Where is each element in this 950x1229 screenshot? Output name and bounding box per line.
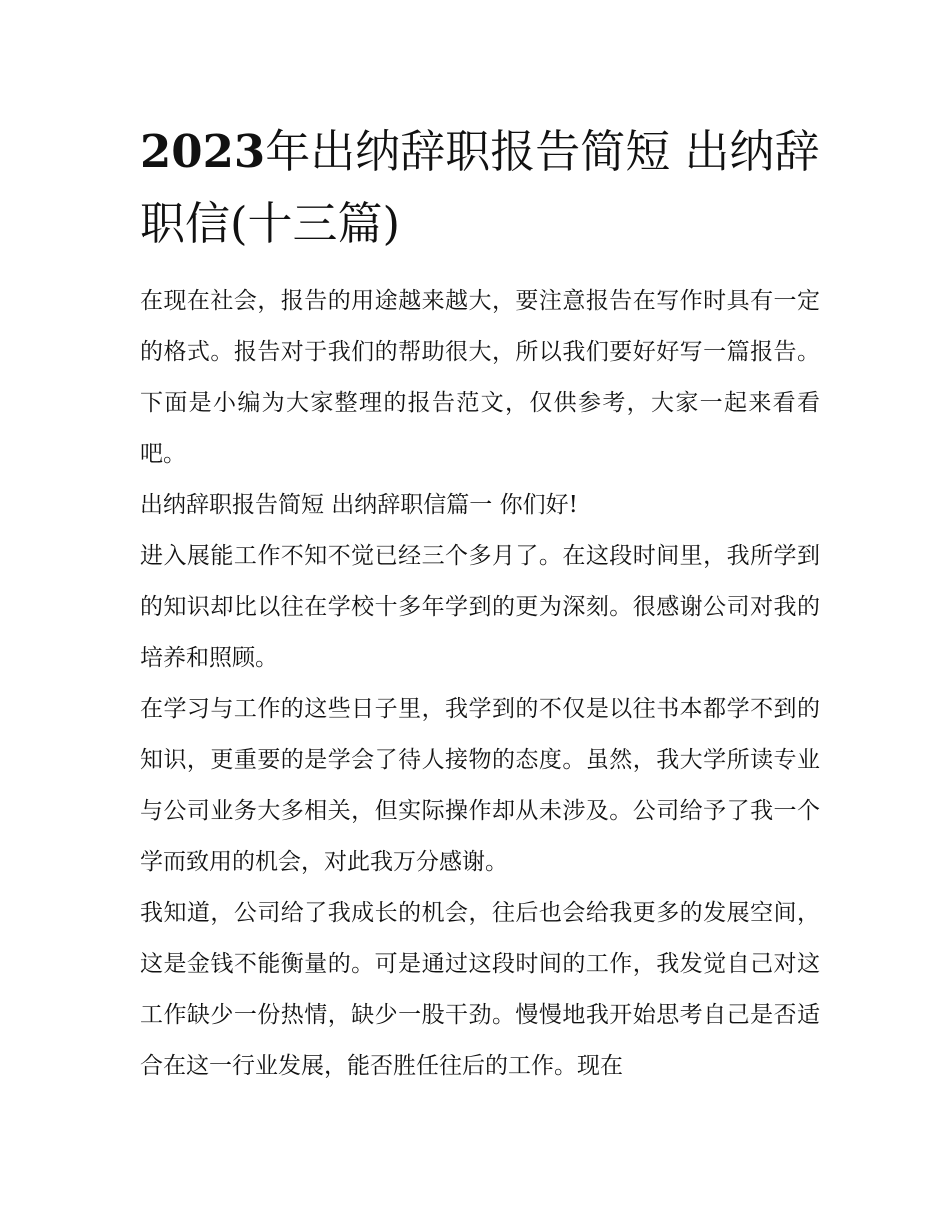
body-paragraph: 进入展能工作不知不觉已经三个多月了。在这段时间里，我所学到的知识却比以往在学校十多年学到的更为深刻。很感谢公司对我的培养和照顾。 bbox=[140, 543, 820, 671]
section-heading: 出纳辞职报告简短 出纳辞职信篇一 你们好! bbox=[140, 492, 578, 518]
title-year: 2023 bbox=[140, 125, 266, 178]
intro-paragraph: 在现在社会，报告的用途越来越大，要注意报告在写作时具有一定的格式。报告对于我们的帮助很大，所以我们要好好写一篇报告。下面是小编为大家整理的报告范文，仅供参考，大家一起来看看吧。 bbox=[140, 288, 820, 467]
body-paragraph: 我知道，公司给了我成长的机会，往后也会给我更多的发展空间，这是金钱不能衡量的。可是通过这段时间的工作，我发觉自己对这工作缺少一份热情，缺少一股干劲。慢慢地我开始思考自己是否适合在这一行业发展，能否胜任往后的工作。现在 bbox=[140, 900, 820, 1079]
body-paragraph: 在学习与工作的这些日子里，我学到的不仅是以往书本都学不到的知识，更重要的是学会了待人接物的态度。虽然，我大学所读专业与公司业务大多相关，但实际操作却从未涉及。公司给予了我一个学而致用的机会，对此我万分感谢。 bbox=[140, 696, 820, 875]
document-body bbox=[140, 276, 820, 1092]
document-title bbox=[140, 116, 820, 260]
title-text: 年出纳辞职报告简短 出纳辞职信(十三篇) bbox=[140, 125, 820, 250]
